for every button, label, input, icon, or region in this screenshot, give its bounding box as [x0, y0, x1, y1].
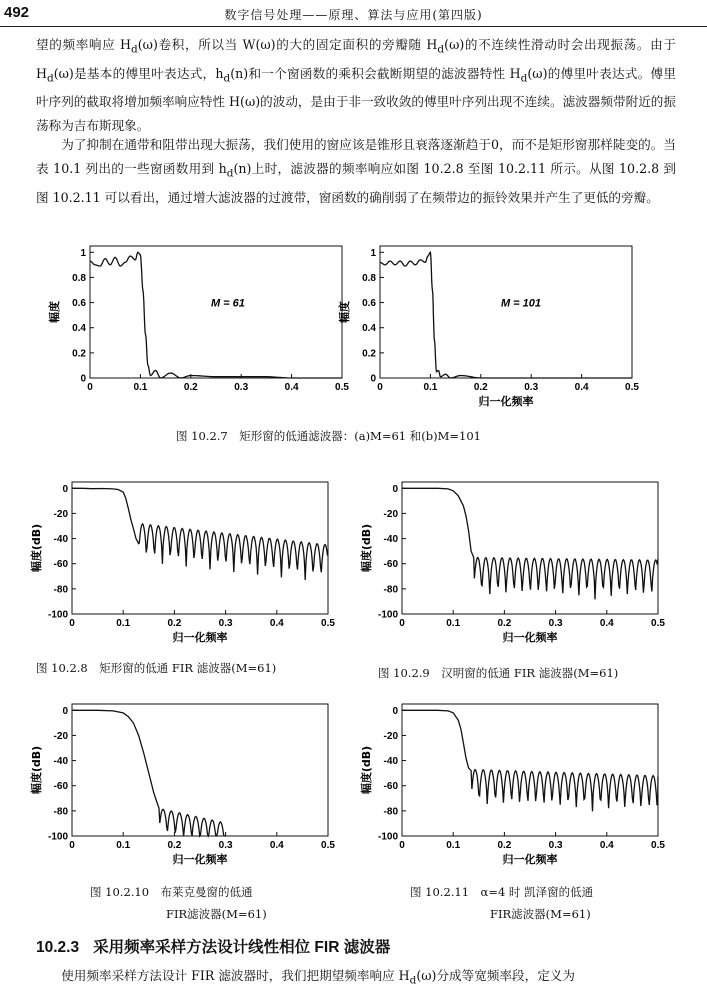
y-tick-label: 0.6 — [362, 298, 376, 310]
y-tick-label: -40 — [53, 534, 68, 546]
y-tick-label: 0 — [80, 373, 86, 385]
chart-rect-window-m101 — [338, 238, 642, 408]
section-title: 采用频率采样方法设计线性相位 FIR 滤波器 — [93, 939, 391, 956]
x-tick-label: 0.5 — [321, 618, 335, 629]
x-tick-label: 0 — [399, 618, 405, 629]
y-tick-label: -60 — [383, 781, 398, 793]
x-tick-label: 0.5 — [651, 840, 665, 851]
x-tick-label: 0.5 — [625, 382, 639, 393]
y-tick-label: 0.4 — [362, 323, 376, 335]
y-tick-label: -80 — [383, 806, 398, 818]
y-tick-label: 0 — [370, 373, 376, 385]
x-tick-label: 0 — [377, 382, 383, 393]
y-tick-label: -40 — [383, 534, 398, 546]
y-tick-label: -60 — [53, 559, 68, 571]
x-tick-label: 0.5 — [651, 618, 665, 629]
page-header — [0, 0, 707, 27]
x-tick-label: 0.3 — [524, 382, 539, 393]
y-tick-label: -100 — [47, 609, 68, 621]
x-tick-label: 0.4 — [284, 382, 299, 393]
series-line — [402, 488, 658, 599]
y-tick-label: -60 — [53, 781, 68, 793]
x-tick-label: 0.5 — [321, 840, 335, 851]
caption-fig-10-2-10-line2: FIR滤波器(M=61) — [166, 907, 267, 921]
y-axis-label: 幅度(dB) — [360, 523, 373, 573]
x-tick-label: 0 — [399, 840, 405, 851]
y-tick-label: -80 — [383, 584, 398, 596]
chart-blackman-window-db — [28, 696, 338, 874]
chart-hamming-window-db — [358, 474, 668, 652]
y-axis-label: 幅度(dB) — [360, 745, 373, 795]
y-tick-label: -40 — [383, 756, 398, 768]
y-tick-label: 0 — [392, 483, 398, 495]
x-tick-label: 0.4 — [269, 840, 284, 851]
caption-fig-10-2-9: 图 10.2.9 汉明窗的低通 FIR 滤波器(M=61) — [378, 666, 619, 680]
y-axis-label: 幅度(dB) — [30, 745, 43, 795]
x-tick-label: 0.4 — [574, 382, 589, 393]
section-number: 10.2.3 — [36, 939, 80, 956]
x-tick-label: 0 — [69, 618, 75, 629]
page-number: 492 — [4, 4, 30, 21]
caption-fig-10-2-7: 图 10.2.7 矩形窗的低通滤波器：(a)M=61 和(b)M=101 — [176, 429, 481, 443]
y-tick-label: 1 — [80, 247, 86, 259]
annotation-label: M = 101 — [500, 297, 542, 310]
caption-fig-10-2-10-line1: 图 10.2.10 布莱克曼窗的低通 — [90, 885, 253, 899]
x-tick-label: 0.1 — [446, 618, 461, 629]
series-line — [402, 710, 658, 811]
y-tick-label: 0 — [62, 483, 68, 495]
x-tick-label: 0.1 — [133, 382, 148, 393]
x-tick-label: 0.2 — [473, 382, 488, 393]
series-line — [380, 252, 632, 378]
chart-kaiser-window-db — [358, 696, 668, 874]
x-tick-label: 0.1 — [116, 840, 131, 851]
x-tick-label: 0 — [69, 840, 75, 851]
y-tick-label: -60 — [383, 559, 398, 571]
x-tick-label: 0.3 — [218, 618, 233, 629]
y-tick-label: 0.2 — [362, 348, 376, 360]
running-title: 数字信号处理——原理、算法与应用(第四版) — [224, 8, 483, 22]
section-heading — [36, 935, 390, 957]
caption-fig-10-2-11-line2: FIR滤波器(M=61) — [490, 907, 591, 921]
x-tick-label: 0.1 — [446, 840, 461, 851]
series-line — [90, 252, 342, 378]
x-tick-label: 0.1 — [116, 618, 131, 629]
y-tick-label: -20 — [53, 508, 68, 520]
y-tick-label: 0.8 — [362, 272, 376, 284]
paragraph-3: 使用频率采样方法设计 FIR 滤波器时，我们把期望频率响应 $H_d(\omega)$分成等宽频率段，定义为 — [61, 968, 575, 987]
x-tick-label: 0.2 — [183, 382, 198, 393]
y-tick-label: 1 — [370, 247, 376, 259]
x-tick-label: 0.4 — [599, 618, 614, 629]
y-tick-label: -100 — [377, 831, 398, 843]
y-tick-label: -20 — [53, 730, 68, 742]
x-tick-label: 0.2 — [167, 840, 182, 851]
x-tick-label: 0.4 — [269, 618, 284, 629]
x-tick-label: 0.1 — [423, 382, 438, 393]
x-tick-label: 0.3 — [234, 382, 249, 393]
y-tick-label: 0 — [62, 705, 68, 717]
y-tick-label: 0.6 — [72, 298, 86, 310]
x-axis-label: 归一化频率 — [502, 631, 558, 644]
x-axis-label: 归一化频率 — [502, 853, 558, 866]
x-tick-label: 0.3 — [218, 840, 233, 851]
x-tick-label: 0.3 — [548, 840, 563, 851]
plot-frame — [380, 246, 632, 378]
x-tick-label: 0.2 — [167, 618, 182, 629]
plot-frame — [90, 246, 342, 378]
chart-rect-window-m61 — [48, 238, 352, 408]
series-line — [72, 488, 328, 580]
plot-frame — [402, 482, 658, 614]
caption-fig-10-2-11-line1: 图 10.2.11 α=4 时 凯泽窗的低通 — [410, 885, 594, 899]
x-axis-label: 归一化频率 — [478, 395, 534, 408]
plot-frame — [402, 704, 658, 836]
caption-fig-10-2-8: 图 10.2.8 矩形窗的低通 FIR 滤波器(M=61) — [36, 661, 277, 675]
paragraph-2: 为了抑制在通带和阻带出现大振荡，我们使用的窗应该是锥形且衰落逐渐趋于0，而不是矩形窗那样陡变的。当表 10.1 列出的一些窗函数用到 $h_d(n)$上时，滤波器的频率响应如图 10.2.8 至图 10.2.11 所示。从图 10.2.8 到图 10.2.11 可以看出，通过增大滤波器的过渡带，窗函数的确削弱了在频带边的振铃效果并产生了更低的旁瓣。 — [36, 137, 676, 205]
y-axis-label: 幅度(dB) — [30, 523, 43, 573]
annotation-label: M = 61 — [210, 297, 245, 310]
y-axis-label: 幅度 — [48, 301, 61, 323]
x-tick-label: 0 — [87, 382, 93, 393]
y-tick-label: 0 — [392, 705, 398, 717]
y-tick-label: -20 — [383, 730, 398, 742]
x-tick-label: 0.2 — [497, 618, 512, 629]
y-tick-label: 0.2 — [72, 348, 86, 360]
paragraph-1: 望的频率响应 $H_d(\omega)$卷积，所以当 W(ω)的大的固定面积的旁瓣随 $H_d(\omega)$的不连续性滑动时会出现振荡。由于 $H_d(\omega)$是基本的傅里叶表达式，$h_d(n)$和一个窗函数的乘积会截断期望的滤波器特性 $H_d(\omega)$的傅里叶表达式。傅里叶序列的截取将增加频率响应特性 H(ω)的波动，是由于非一致收敛的傅里叶序列出现不连续。滤波器频带附近的振荡称为吉布斯现象。 — [36, 37, 676, 134]
chart-rect-window-db — [28, 474, 338, 652]
y-tick-label: -80 — [53, 806, 68, 818]
plot-frame — [72, 482, 328, 614]
y-tick-label: -100 — [47, 831, 68, 843]
x-tick-label: 0.3 — [548, 618, 563, 629]
y-tick-label: -40 — [53, 756, 68, 768]
y-tick-label: -80 — [53, 584, 68, 596]
y-axis-label: 幅度 — [338, 301, 351, 323]
y-tick-label: -100 — [377, 609, 398, 621]
x-axis-label: 归一化频率 — [172, 853, 228, 866]
y-tick-label: 0.8 — [72, 272, 86, 284]
x-tick-label: 0.4 — [599, 840, 614, 851]
x-tick-label: 0.5 — [335, 382, 349, 393]
x-axis-label: 归一化频率 — [172, 631, 228, 644]
series-line — [72, 710, 226, 836]
y-tick-label: -20 — [383, 508, 398, 520]
plot-frame — [72, 704, 328, 836]
x-tick-label: 0.2 — [497, 840, 512, 851]
y-tick-label: 0.4 — [72, 323, 86, 335]
